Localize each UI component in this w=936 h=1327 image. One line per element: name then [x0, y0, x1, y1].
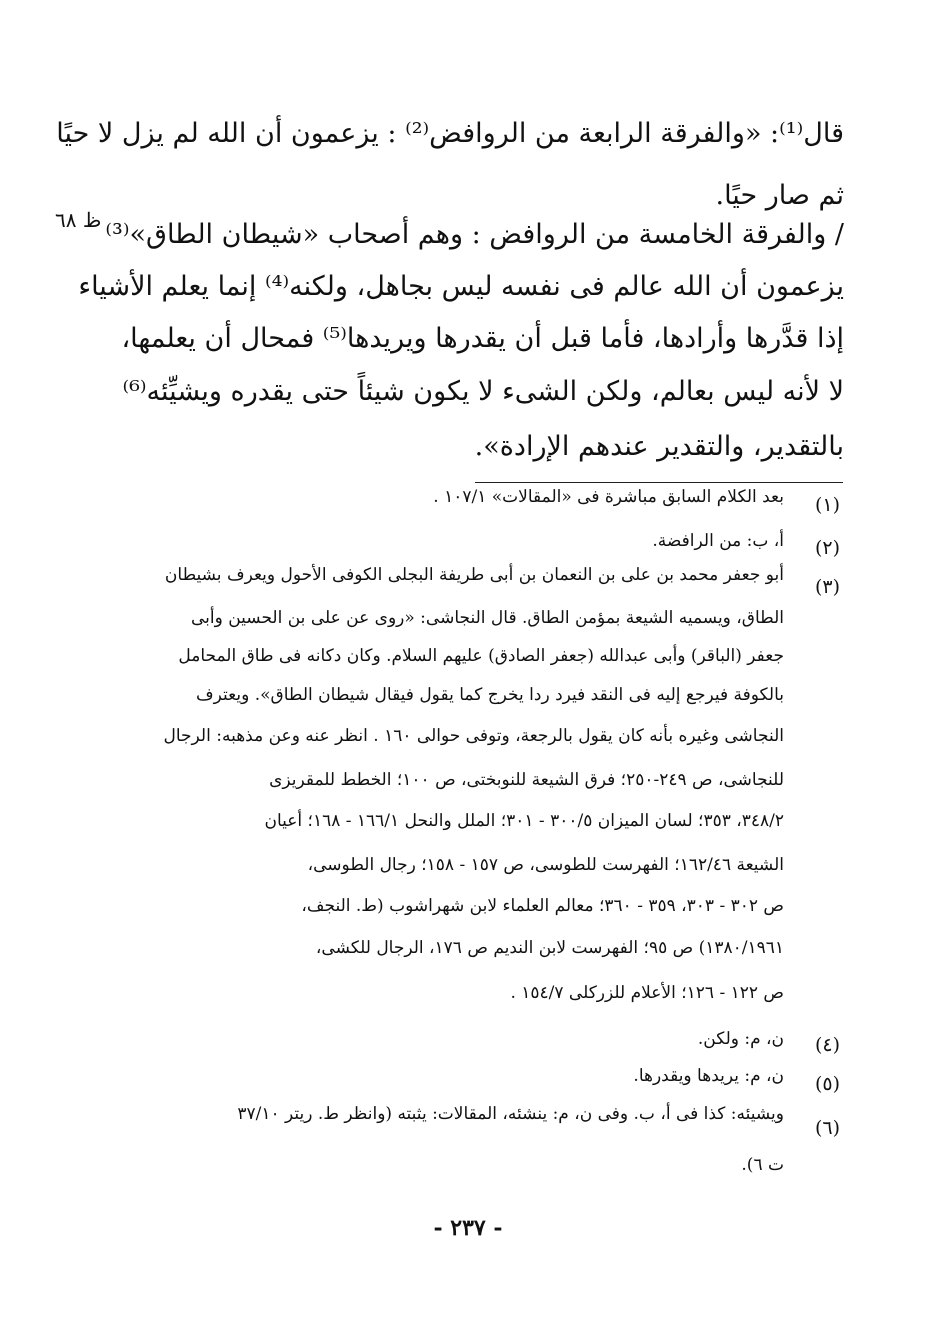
- footnote-line: بالكوفة فيرجع إليه فى النقد فيرد ردا يخرج كما يقول فيقال شيطان الطاق». ويعترف: [196, 685, 784, 705]
- footnote-line: أبو جعفر محمد بن على بن النعمان بن أبى طريفة البجلى الكوفى الأحول ويعرف بشيطان: [164, 565, 784, 585]
- body-line-5: إذا قدَّرها وأرادها، فأما قبل أن يقدرها ويريدها⁽⁵⁾ فمحال أن يعلمها،: [121, 323, 844, 354]
- footnote-number: (٤): [814, 1034, 840, 1056]
- footnote-line: ن، م: ولكن.: [697, 1029, 784, 1049]
- footnote-line: جعفر (الباقر) وأبى عبدالله (جعفر الصادق) عليهم السلام. وكان دكانه فى طاق المحامل: [178, 646, 784, 666]
- footnote-line: ص ٣٠٢ - ٣٠٣، ٣٥٩ - ٣٦٠؛ معالم العلماء لابن شهراشوب (ط. النجف،: [301, 896, 784, 916]
- footnote-line: ت ٦).: [741, 1155, 784, 1175]
- margin-page-reference: ظ ٦٨: [55, 208, 102, 232]
- footnote-line: ١٣٨٠/١٩٦١) ص ٩٥؛ الفهرست لابن النديم ص ١٧٦، الرجال للكشى،: [315, 938, 784, 958]
- footnote-number: (٥): [814, 1073, 840, 1095]
- footnote-line: ص ١٢٢ - ١٢٦؛ الأعلام للزركلى ١٥٤/٧ .: [510, 983, 784, 1003]
- footnote-number: (٢): [814, 537, 840, 559]
- footnote-line: للنجاشى، ص ٢٤٩-٢٥٠؛ فرق الشيعة للنوبختى، ص ١٠٠؛ الخطط للمقريزى: [269, 770, 784, 790]
- body-line-2: ثم صار حيًا.: [715, 180, 844, 211]
- body-line-7: بالتقدير، والتقدير عندهم الإرادة».: [474, 431, 844, 462]
- footnote-line: الطاق، ويسميه الشيعة بمؤمن الطاق. قال النجاشى: «روى عن على بن الحسين وأبى: [190, 608, 784, 628]
- body-line-4: يزعمون أن الله عالم فى نفسه ليس بجاهل، ولكنه⁽⁴⁾ إنما يعلم الأشياء: [78, 271, 844, 302]
- footnote-separator-rule: [475, 482, 843, 483]
- footnote-number: (٣): [814, 576, 840, 598]
- footnote-line: ٣٤٨/٢، ٣٥٣؛ لسان الميزان ٣٠٠/٥ - ٣٠١؛ الملل والنحل ١٦٦/١ - ١٦٨؛ أعيان: [264, 811, 784, 831]
- footnote-line: بعد الكلام السابق مباشرة فى «المقالات» ١٠٧/١ .: [433, 487, 784, 507]
- body-line-1: قال⁽¹⁾: «والفرقة الرابعة من الروافض⁽²⁾ : يزعمون أن الله لم يزل لا حيًا: [56, 118, 844, 149]
- footnote-number: (٦): [814, 1117, 840, 1139]
- footnote-line: ن، م: يريدها ويقدرها.: [633, 1066, 784, 1086]
- footnote-line: النجاشى وغيره بأنه كان يقول بالرجعة، وتوفى حوالى ١٦٠ . انظر عنه وعن مذهبه: الرجال: [163, 726, 784, 746]
- footnote-line: الشيعة ١٦٢/٤٦؛ الفهرست للطوسى، ص ١٥٧ - ١٥٨؛ رجال الطوسى،: [307, 855, 784, 875]
- body-line-3: / والفرقة الخامسة من الروافض : وهم أصحاب «شيطان الطاق»⁽³⁾: [105, 219, 844, 250]
- footnote-number: (١): [814, 494, 840, 516]
- footnote-line: أ، ب: من الرافضة.: [652, 531, 784, 551]
- body-line-6: لا لأنه ليس بعالم، ولكن الشىء لا يكون شيئاً حتى يقدره ويشيِّئه⁽⁶⁾: [122, 376, 844, 407]
- page-number: - ٢٣٧ -: [433, 1215, 503, 1241]
- footnote-line: ويشيئه: كذا فى أ، ب. وفى ن، م: ينشئه، المقالات: يثبته (وانظر ط. ريتر ٣٧/١٠: [237, 1104, 784, 1124]
